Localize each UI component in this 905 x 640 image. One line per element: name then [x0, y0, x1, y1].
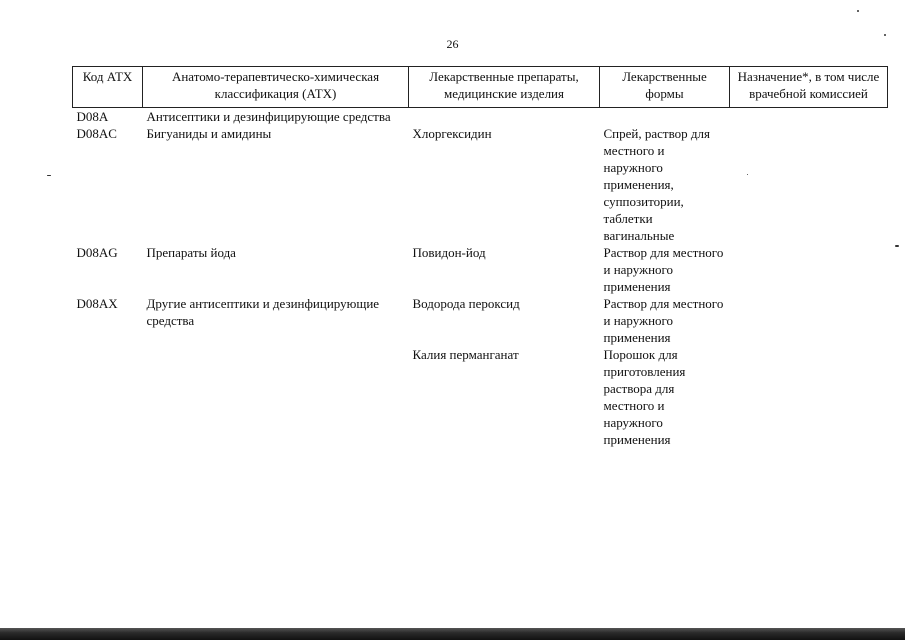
table-row	[73, 346, 888, 448]
header-drug: Лекарственные препараты, медицинские изделия	[409, 67, 600, 108]
table-body	[73, 108, 888, 449]
scan-speck	[895, 245, 899, 247]
cell-forms: Раствор для местного и наружного применения	[603, 296, 724, 345]
cell-forms: Раствор для местного и наружного применения	[603, 245, 724, 294]
cell-classification: Другие антисептики и дезинфицирующие средства	[146, 296, 380, 328]
cell-classification	[143, 346, 409, 448]
cell-drug: Водорода пероксид	[412, 296, 520, 311]
scan-speck	[747, 174, 748, 175]
cell-purpose	[730, 125, 888, 244]
scan-speck	[47, 175, 51, 176]
cell-drug: Повидон-йод	[412, 245, 486, 260]
header-purpose: Назначение*, в том числе врачебной комиссией	[730, 67, 888, 108]
table-row	[73, 295, 888, 346]
header-forms: Лекарственные формы	[600, 67, 730, 108]
table-row	[73, 108, 888, 126]
cell-code: D08AG	[76, 245, 118, 260]
cell-classification: Препараты йода	[146, 245, 236, 260]
cell-classification: Бигуаниды и амидины	[146, 126, 272, 141]
cell-forms: Порошок для приготовления раствора для местного и наружного применения	[603, 347, 686, 447]
cell-code: D08AX	[76, 296, 118, 311]
atx-table	[72, 66, 888, 448]
cell-classification: Антисептики и дезинфицирующие средства	[146, 109, 391, 124]
cell-purpose	[730, 244, 888, 295]
table-row	[73, 125, 888, 244]
cell-purpose	[730, 295, 888, 346]
cell-drug: Хлоргексидин	[412, 126, 492, 141]
cell-drug: Калия перманганат	[412, 347, 519, 362]
cell-code	[73, 346, 143, 448]
cell-forms: Спрей, раствор для местного и наружного применения, суппозитории, таблетки вагинальные	[603, 126, 710, 243]
cell-forms	[600, 108, 730, 126]
cell-code: D08AC	[76, 126, 117, 141]
header-code: Код АТХ	[73, 67, 143, 108]
scan-speck	[857, 10, 859, 12]
header-classification: Анатомо-терапевтическо-химическая классификация (АТХ)	[143, 67, 409, 108]
scan-edge	[0, 628, 905, 640]
cell-purpose	[730, 108, 888, 126]
table-header	[73, 67, 888, 108]
page-number: 26	[446, 37, 459, 51]
table-row	[73, 244, 888, 295]
header-row	[73, 67, 888, 108]
scan-speck	[884, 34, 886, 36]
cell-drug	[409, 108, 600, 126]
cell-purpose	[730, 346, 888, 448]
cell-code: D08A	[76, 109, 109, 124]
